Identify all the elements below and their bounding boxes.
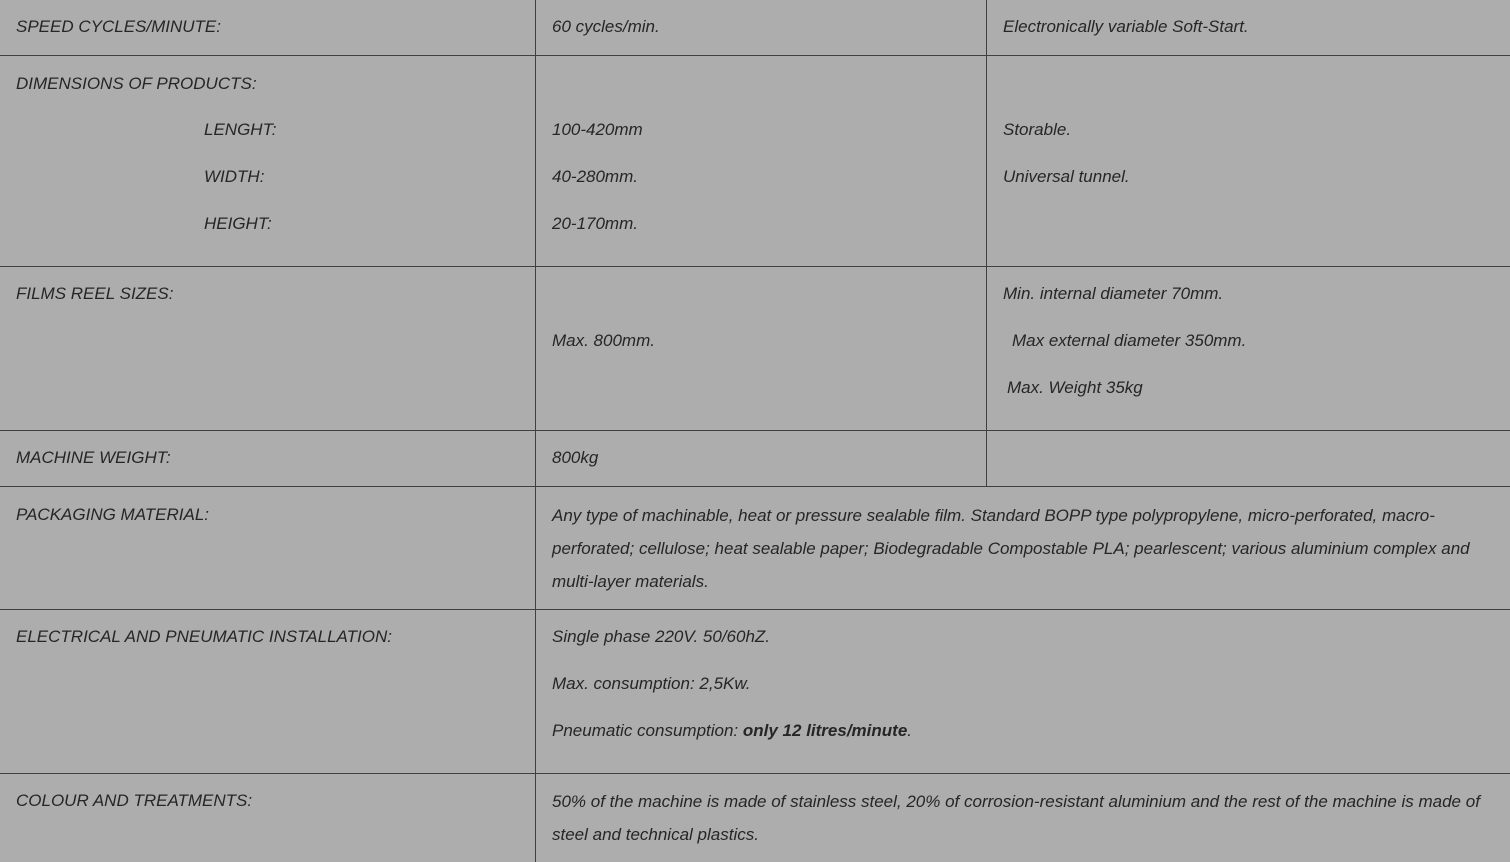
electrical-label-cell xyxy=(0,610,536,773)
row-packaging xyxy=(0,487,1510,610)
dimensions-label: DIMENSIONS OF PRODUCTS: xyxy=(16,74,257,93)
speed-label-cell xyxy=(0,0,536,55)
dimensions-note-cell xyxy=(987,56,1510,266)
films-note-cell xyxy=(987,267,1510,430)
dimensions-label-cell xyxy=(0,56,536,266)
row-electrical xyxy=(0,610,1510,774)
pneumatic-consumption-suffix: . xyxy=(907,721,913,740)
pneumatic-consumption xyxy=(552,721,912,741)
speed-note: Electronically variable Soft-Start. xyxy=(1003,17,1249,36)
length-value: 100-420mm xyxy=(552,120,643,139)
films-value: Max. 800mm. xyxy=(552,331,655,350)
films-value-cell xyxy=(536,267,987,430)
weight-value: 800kg xyxy=(552,448,599,467)
packaging-value-cell xyxy=(536,487,1510,609)
electrical-supply: Single phase 220V. 50/60hZ. xyxy=(552,627,771,646)
pneumatic-consumption-amount: only 12 litres/minute xyxy=(742,721,908,740)
colour-label-cell xyxy=(0,774,536,862)
films-label-cell xyxy=(0,267,536,430)
speed-value: 60 cycles/min. xyxy=(552,17,660,36)
row-speed xyxy=(0,0,1510,56)
packaging-label: PACKAGING MATERIAL: xyxy=(16,505,210,524)
width-label: WIDTH: xyxy=(204,167,265,186)
weight-note-cell xyxy=(987,431,1510,486)
weight-label-cell xyxy=(0,431,536,486)
pneumatic-consumption-prefix: Pneumatic consumption: xyxy=(552,721,743,740)
speed-label: SPEED CYCLES/MINUTE: xyxy=(16,17,221,36)
films-note-internal: Min. internal diameter 70mm. xyxy=(1003,284,1224,303)
weight-label: MACHINE WEIGHT: xyxy=(16,448,171,467)
films-label: FILMS REEL SIZES: xyxy=(16,284,174,303)
electrical-label: ELECTRICAL AND PNEUMATIC INSTALLATION: xyxy=(16,627,392,646)
colour-label: COLOUR AND TREATMENTS: xyxy=(16,791,253,810)
packaging-value: Any type of machinable, heat or pressure sealable film. Standard BOPP type polypropylene, micro-perforated, macro-perforated; cellulose; heat sealable paper; Biodegradable Compostable PLA; pearlescent; various aluminium complex and multi-layer materials. xyxy=(552,506,1470,591)
height-value: 20-170mm. xyxy=(552,214,638,233)
electrical-value-cell xyxy=(536,610,1510,773)
weight-value-cell xyxy=(536,431,987,486)
length-note: Storable. xyxy=(1003,120,1072,139)
row-films xyxy=(0,267,1510,431)
length-label: LENGHT: xyxy=(204,120,277,139)
films-note-weight: Max. Weight 35kg xyxy=(1007,378,1143,397)
row-colour xyxy=(0,774,1510,862)
height-label: HEIGHT: xyxy=(204,214,272,233)
packaging-label-cell xyxy=(0,487,536,609)
speed-value-cell xyxy=(536,0,987,55)
width-note: Universal tunnel. xyxy=(1003,167,1130,186)
speed-note-cell xyxy=(987,0,1510,55)
films-note-external: Max external diameter 350mm. xyxy=(1012,331,1247,350)
dimensions-value-cell xyxy=(536,56,987,266)
row-dimensions xyxy=(0,56,1510,267)
width-value: 40-280mm. xyxy=(552,167,638,186)
colour-value: 50% of the machine is made of stainless steel, 20% of corrosion-resistant aluminium and the rest of the machine is made of steel and technical plastics. xyxy=(552,792,1480,844)
row-weight xyxy=(0,431,1510,487)
electrical-consumption: Max. consumption: 2,5Kw. xyxy=(552,674,751,693)
colour-value-cell xyxy=(536,774,1510,862)
